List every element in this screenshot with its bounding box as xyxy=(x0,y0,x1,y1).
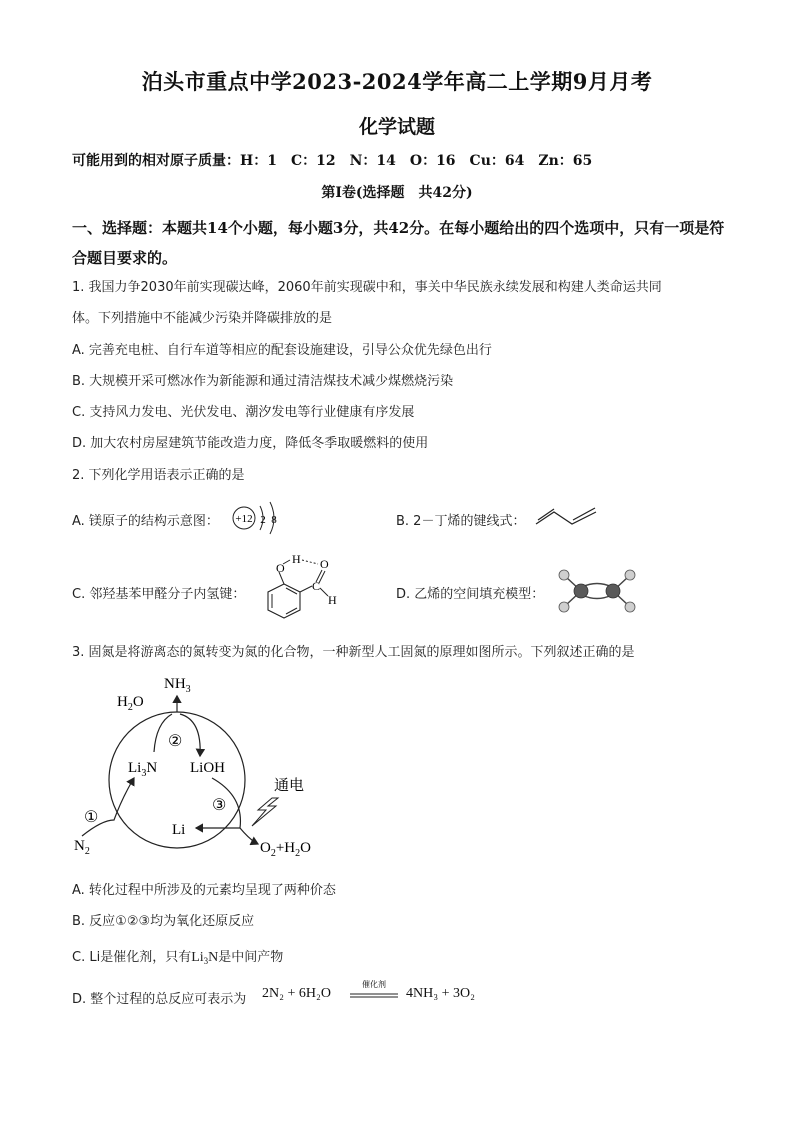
aldehyde-oxygen-label: O xyxy=(320,557,329,571)
atomic-masses: 可能用到的相对原子质量：H：1 C：12 N：14 O：16 Cu：64 Zn：65 xyxy=(72,153,593,169)
catalyst-reaction-arrow xyxy=(346,978,402,1006)
li3n-label: $Li_3N$ xyxy=(128,760,158,779)
overall-equation-right: 4NH₃ + 3O₂ xyxy=(406,986,475,1001)
phenol-oxygen-label: O xyxy=(276,561,285,575)
aldehyde-carbon-label: C xyxy=(312,579,321,593)
q3-option-c-prefix: C. Li是催化剂，只有 xyxy=(72,950,192,965)
q2-option-c: C. 邻羟基苯甲醛分子内氢键： xyxy=(72,587,246,602)
butene-skeletal-formula xyxy=(532,504,604,528)
q3-stem: 3. 固氮是将游离态的氮转变为氮的化合物，一种新型人工固氮的原理如图所示。下列叙述正确的是 xyxy=(72,645,635,660)
q1-option-c: C. 支持风力发电、光伏发电、潮汐发电等行业健康有序发展 xyxy=(72,405,415,420)
power-label: 通电 xyxy=(274,778,305,794)
q1-option-d: D. 加大农村房屋建筑节能改造力度，降低冬季取暖燃料的使用 xyxy=(72,436,429,451)
q1-stem-line2: 体。下列措施中不能减少污染并降碳排放的是 xyxy=(72,311,333,326)
q3-option-c-suffix: 是中间产物 xyxy=(218,950,284,965)
mg-atom-structure-diagram xyxy=(228,498,288,538)
overall-equation-left: 2N₂ + 6H₂O xyxy=(262,986,331,1001)
q3-option-a: A. 转化过程中所涉及的元素均呈现了两种价态 xyxy=(72,883,336,898)
li3n-formula: $Li_3N$ xyxy=(191,950,219,966)
q1-stem-line1: 1. 我国力争2030年前实现碳达峰，2060年前实现碳中和，事关中华民族永续发展和构建人类命运共同 xyxy=(72,280,662,295)
hydroxyl-hydrogen-label: H xyxy=(292,552,301,566)
q3-option-b: B. 反应①②③均为氧化还原反应 xyxy=(72,914,255,929)
products-label: $O_2+H_2O$ xyxy=(260,840,311,859)
exam-title: 泊头市重点中学2023-2024学年高二上学期9月月考 xyxy=(141,69,653,94)
ethylene-space-filling-model xyxy=(554,568,640,614)
q2-option-d: D. 乙烯的空间填充模型： xyxy=(396,587,545,602)
q2-option-a: A. 镁原子的结构示意图： xyxy=(72,514,219,529)
q1-option-a: A. 完善充电桩、自行车道等相应的配套设施建设，引导公众优先绿色出行 xyxy=(72,343,492,358)
catalyst-label: 催化剂 xyxy=(362,980,386,989)
aldehyde-hydrogen-label: H xyxy=(328,593,337,607)
lioh-label: LiOH xyxy=(190,760,225,776)
nucleus-charge: +12 xyxy=(235,513,253,525)
q1-option-b: B. 大规模开采可燃冰作为新能源和通过清洁煤技术减少煤燃烧污染 xyxy=(72,374,454,389)
h2o-label: $H_2O$ xyxy=(117,694,144,713)
section-heading: 一、选择题：本题共14个小题，每小题3分，共42分。在每小题给出的四个选项中，只有一项是符合题目要求的。 xyxy=(72,219,725,267)
q2-stem: 2. 下列化学用语表示正确的是 xyxy=(72,468,245,483)
nh3-label: $NH_3$ xyxy=(164,676,191,695)
shell1-count: 2 xyxy=(260,514,266,526)
li-label: Li xyxy=(172,822,186,838)
volume-heading: 第Ⅰ卷(选择题 共42分) xyxy=(321,185,473,201)
shell2-count: 8 xyxy=(271,514,277,526)
q3-option-c xyxy=(72,946,283,966)
hydroxybenzaldehyde-structure xyxy=(252,550,352,628)
step3-marker: ③ xyxy=(212,797,227,814)
q3-option-d xyxy=(72,988,246,1007)
n2-label: $N_2$ xyxy=(74,838,90,857)
step2-marker: ② xyxy=(168,733,183,750)
step1-marker: ① xyxy=(84,809,99,826)
nitrogen-fixation-cycle-diagram xyxy=(72,668,342,864)
exam-subtitle: 化学试题 xyxy=(358,116,435,138)
q2-option-b: B. 2－丁烯的键线式： xyxy=(396,514,526,529)
lightning-icon xyxy=(252,798,278,826)
q3-option-d-prefix: D. 整个过程的总反应可表示为 xyxy=(72,992,247,1007)
